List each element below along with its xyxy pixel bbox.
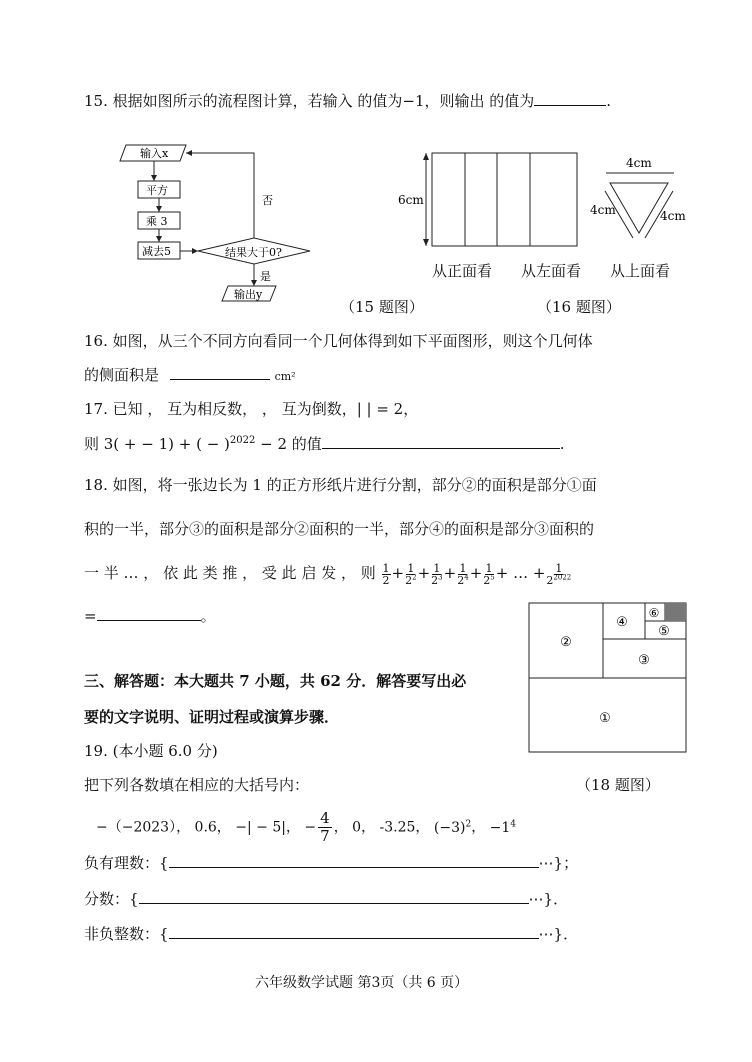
category-label: 负有理数：{	[84, 854, 169, 872]
left-view-label: 从左面看	[521, 262, 582, 280]
page-footer: 六年级数学试题 第3页（共 6 页）	[255, 975, 469, 991]
q17-exponent: 2022	[229, 435, 256, 446]
q16-answer-blank[interactable]	[170, 379, 270, 380]
q16-line2-text: 的侧面积是	[84, 366, 160, 384]
question-15	[84, 90, 611, 111]
q17-expr: 则 3( + − 1) + ( − )	[84, 435, 230, 453]
square-figure-caption: （18 题图）	[576, 776, 660, 794]
q18-line3-text: 一 半 … ， 依 此 类 推 ， 受 此 启 发 ， 则	[84, 564, 376, 582]
square-partition-figure	[528, 602, 688, 754]
q18-line2: 积的一半，部分③的面积是部分②面积的一半，部分④的面积是部分③面积的	[84, 520, 595, 538]
q19-heading: 19. (本小题 6.0 分)	[84, 742, 218, 760]
num-zero: 0，	[352, 819, 376, 836]
flow-square-text: 平方	[146, 184, 168, 197]
flow-minus5-text: 减去5	[142, 245, 171, 258]
front-height-label: 6cm	[398, 193, 424, 207]
left-view	[530, 153, 577, 246]
fractions-answer-line[interactable]	[139, 903, 529, 904]
q18-line3	[84, 562, 572, 586]
q16-line1: 16. 如图，从三个不同方向看同一个几何体得到如下平面图形，则这个几何体	[84, 332, 593, 350]
q18-series: $\frac{1}{2}$ + $\frac{1}{2^2}$ + $\frac{1}{2^3}$ + $\frac{1}{2^4}$ + $\frac{1}{2^5}$ + … + $\frac{1}{2^{2022}}$	[382, 561, 572, 587]
top-view	[610, 183, 668, 233]
section3-heading-line1: 三、解答题：本大题共 7 小题，共 62 分．解答要写出必	[84, 672, 467, 690]
top-side-label: 4cm	[626, 156, 652, 170]
q17-end: .	[559, 435, 565, 453]
q18-answer-line	[84, 605, 216, 626]
q18-end: 。	[200, 607, 216, 625]
num-neg3-squared: $(-3)^2$	[433, 818, 472, 836]
negative-rationals-answer-line[interactable]	[169, 867, 539, 868]
flow-yes-label: 是	[260, 270, 271, 283]
left-side-label: 4cm	[590, 203, 616, 217]
part-5-label: ⑤	[658, 624, 670, 639]
q15-end: .	[606, 92, 612, 110]
q17-line2	[84, 433, 565, 454]
q15-text: 15. 根据如图所示的流程图计算，若输入 的值为−1，则输出 的值为	[84, 92, 535, 110]
q16-line2	[84, 364, 296, 385]
q15-answer-blank[interactable]	[534, 105, 606, 106]
num-0-6: 0.6，	[194, 819, 231, 836]
flow-no-label: 否	[262, 194, 273, 207]
category-negative-rationals: 负有理数：{ ⋯}；	[84, 854, 579, 872]
q18-line1: 18. 如图，将一张边长为 1 的正方形纸片进行分割，部分②的面积是部分①面	[84, 476, 597, 494]
part-3-label: ③	[638, 653, 650, 668]
front-view-label: 从正面看	[432, 262, 493, 280]
part-1-label: ①	[599, 711, 611, 726]
num-neg-sign: −	[304, 819, 317, 836]
flow-input-text: 输入x	[140, 147, 169, 160]
q19-instruction: 把下列各数填在相应的大括号内：	[84, 776, 310, 794]
right-side-label: 4cm	[660, 209, 686, 223]
flowchart-figure	[118, 140, 328, 308]
front-view	[432, 153, 530, 246]
q17-expr-end: − 2 的值	[255, 435, 322, 453]
part-6-label: ⑥	[648, 606, 660, 620]
category-nonneg-integers: 非负整数：{ ⋯}．	[84, 925, 579, 943]
q17-answer-blank[interactable]	[322, 448, 560, 449]
part-4-label: ④	[616, 615, 628, 630]
category-label: 分数：{	[84, 890, 139, 908]
category-fractions: 分数：{ ⋯}．	[84, 890, 569, 908]
remaining-shaded-part	[665, 603, 686, 621]
q16-unit: cm²	[274, 370, 296, 383]
num-neg-neg-2023: −（−2023），	[96, 819, 191, 836]
flow-times3-text: 乘 3	[146, 215, 168, 228]
num-neg-3-25: -3.25，	[379, 819, 430, 836]
top-view-label: 从上面看	[610, 262, 671, 280]
q18-answer-blank[interactable]	[97, 620, 201, 621]
num-neg-abs-5: −| − 5|，	[235, 819, 300, 836]
flowchart-caption: （15 题图）	[340, 298, 424, 316]
flow-output-text: 输出y	[234, 288, 263, 301]
section3-heading-line2: 要的文字说明、证明过程或演算步骤．	[84, 708, 340, 726]
part-2-label: ②	[560, 635, 572, 650]
views-caption: （16 题图）	[537, 298, 621, 316]
flow-decision-text: 结果大于0?	[225, 246, 282, 259]
q17-line1: 17. 已知 ， 互为相反数， ， 互为倒数，| | = 2，	[84, 400, 419, 418]
num-frac-4-7: $\frac{4}{7}$	[320, 809, 330, 845]
q18-equals: =	[84, 607, 97, 625]
category-label: 非负整数：{	[84, 925, 169, 943]
q19-number-list: −（−2023）， 0.6， −| − 5|， − $\frac{4}{7}$ ， 0， -3.25， $(-3)^2$， $-1^4$	[96, 809, 517, 845]
num-neg-1-pow4: $-1^4$	[489, 818, 517, 836]
nonneg-integers-answer-line[interactable]	[169, 938, 539, 939]
q18-dots: + … +	[495, 564, 546, 582]
